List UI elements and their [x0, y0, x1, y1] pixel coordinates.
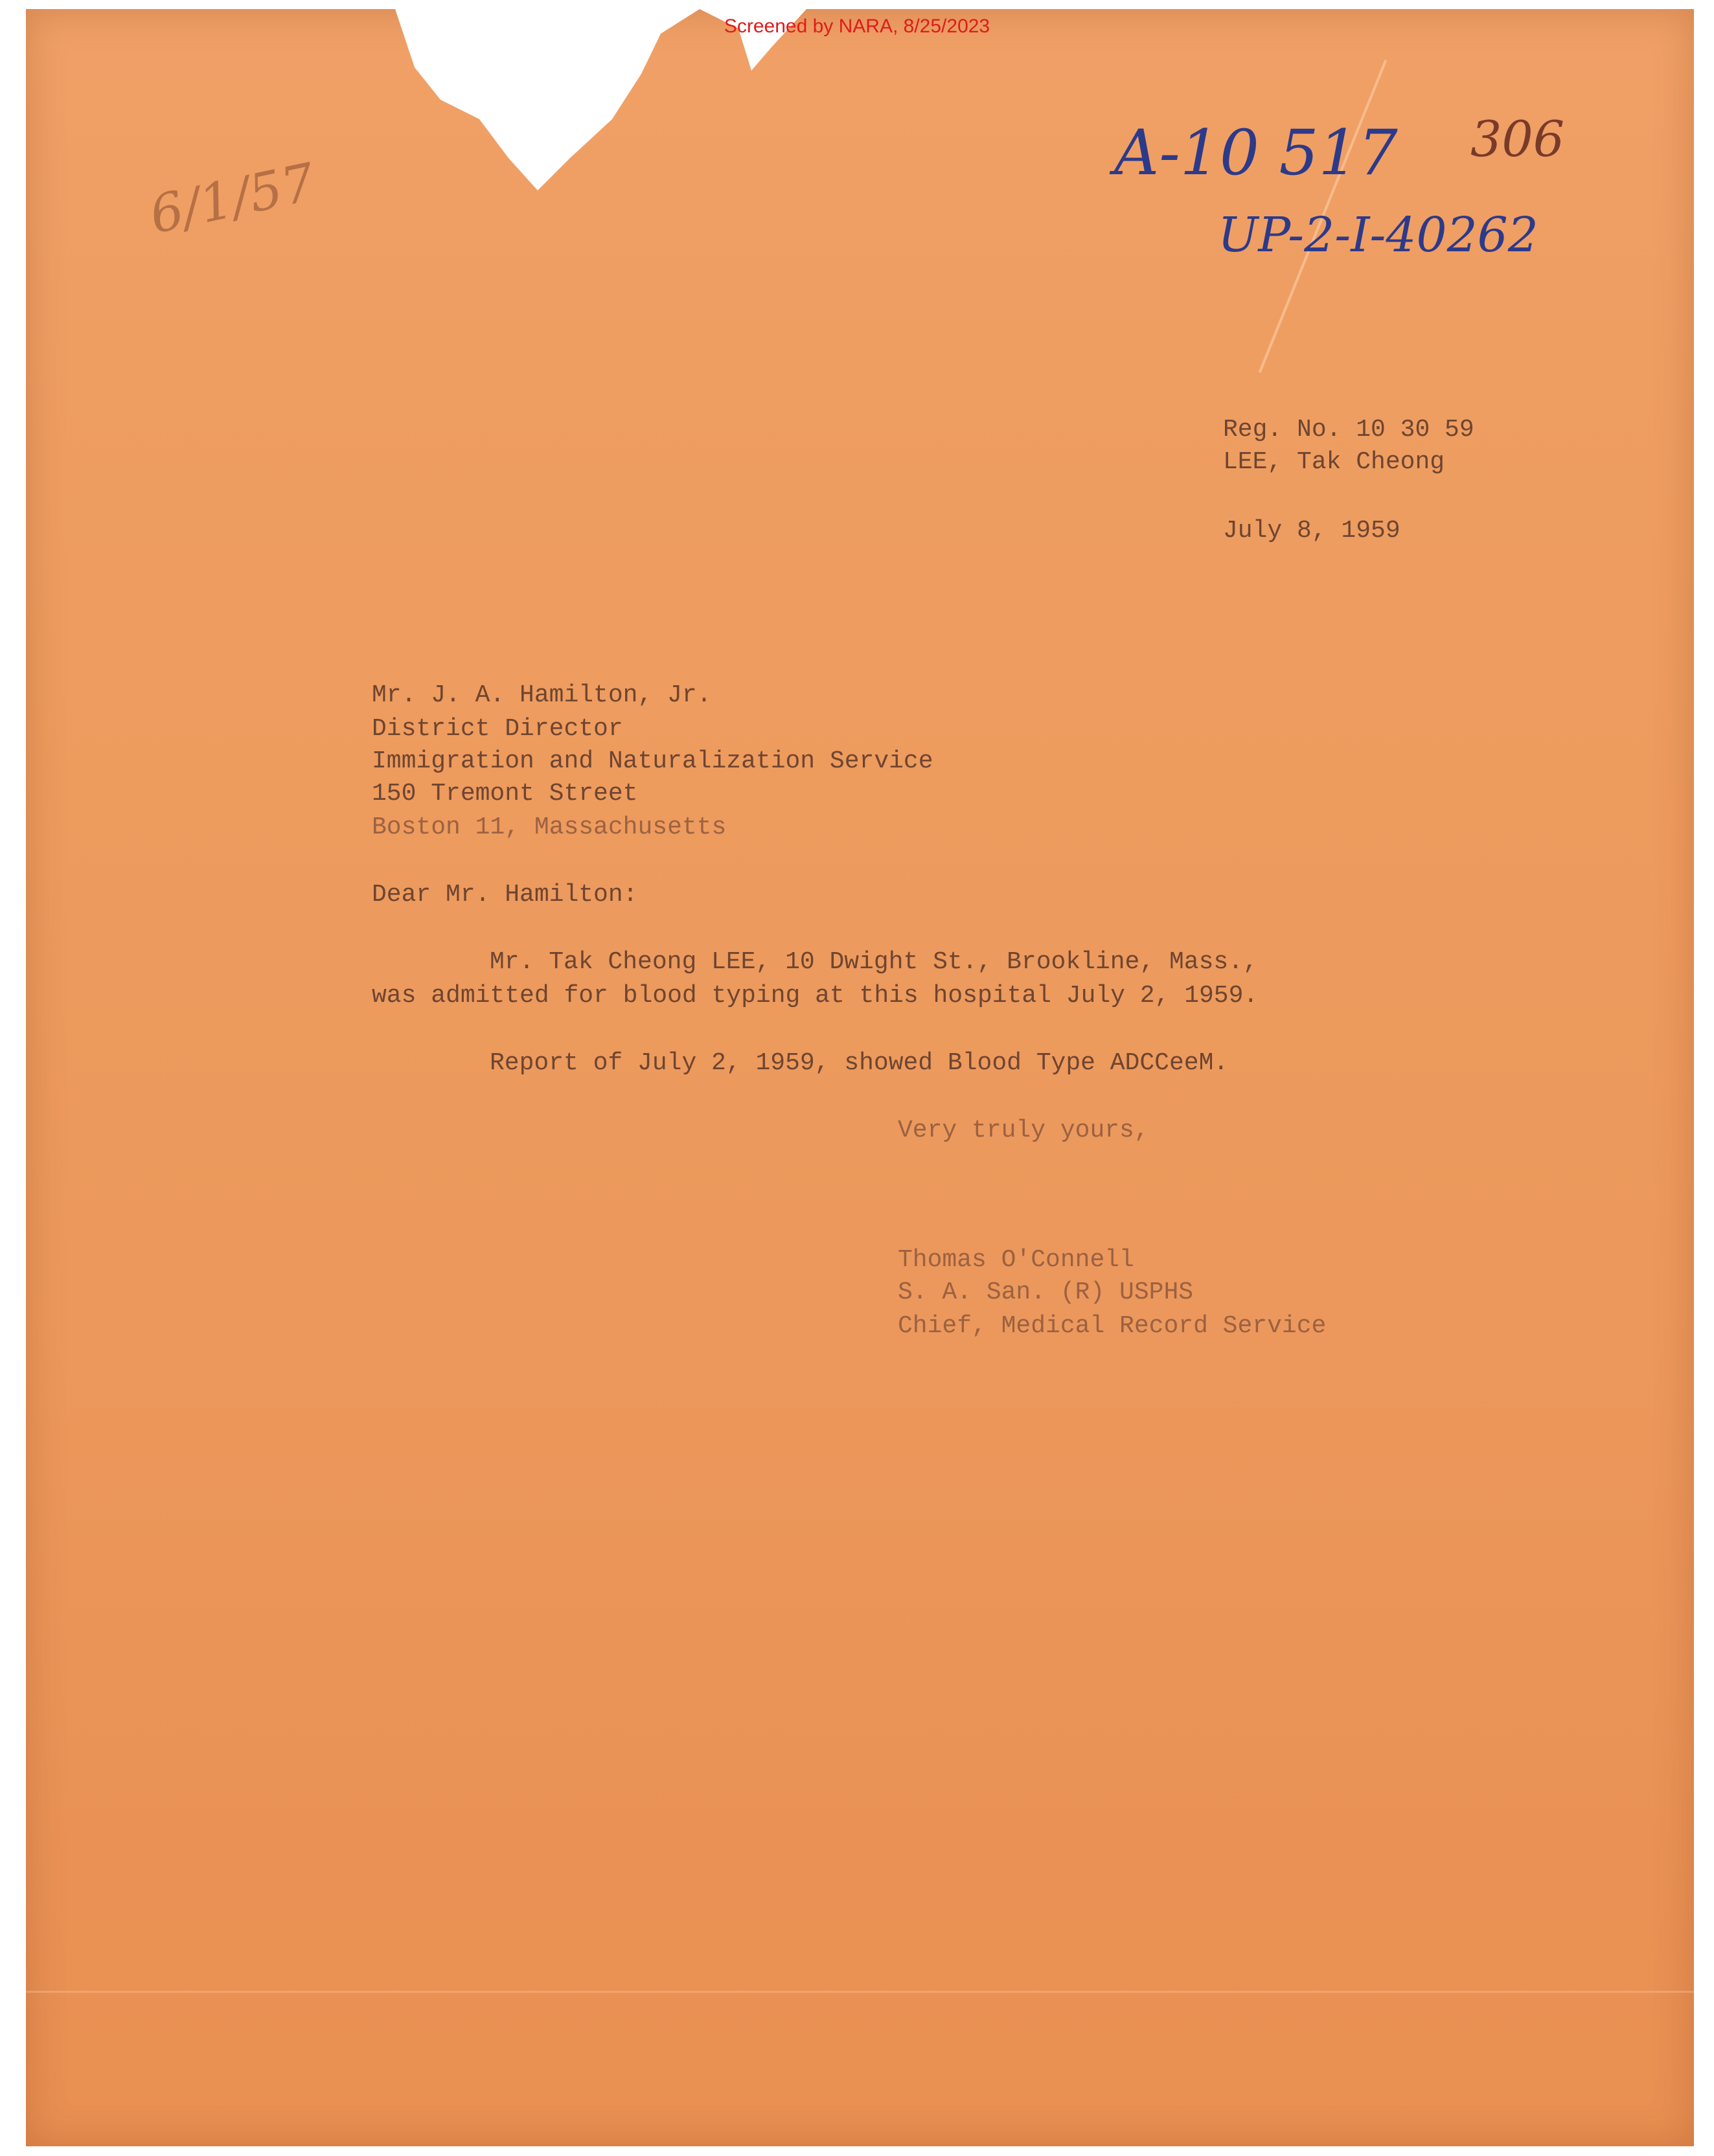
paper-crease [26, 1991, 1694, 1993]
signature-line: Chief, Medical Record Service [898, 1312, 1327, 1340]
closing: Very truly yours, [898, 1117, 1149, 1144]
recipient-line: District Director [372, 715, 623, 743]
signature-line: S. A. San. (R) USPHS [898, 1278, 1194, 1306]
recipient-line: Immigration and Naturalization Service [372, 747, 933, 775]
subject-name: LEE, Tak Cheong [1223, 448, 1445, 476]
recipient-line: 150 Tremont Street [372, 780, 638, 808]
letter-date: July 8, 1959 [1223, 517, 1400, 545]
body-paragraph-1-line-2: was admitted for blood typing at this hospital July 2, 1959. [372, 982, 1259, 1010]
registration-number: Reg. No. 10 30 59 [1223, 416, 1474, 444]
signature-line: Thomas O'Connell [898, 1246, 1134, 1274]
handwritten-file-number: A-10 517 [1114, 117, 1398, 189]
faint-handwritten-notation: 6/1/57 [144, 152, 321, 245]
screening-stamp: Screened by NARA, 8/25/2023 [724, 16, 990, 37]
salutation: Dear Mr. Hamilton: [372, 881, 638, 909]
recipient-line: Boston 11, Massachusetts [372, 813, 727, 841]
handwritten-code: 306 [1470, 110, 1565, 168]
body-paragraph-1-line-1: Mr. Tak Cheong LEE, 10 Dwight St., Brookline, Mass., [490, 948, 1258, 976]
body-paragraph-2: Report of July 2, 1959, showed Blood Type ADCCeeM. [490, 1049, 1229, 1077]
handwritten-second-number: UP-2-I-40262 [1218, 207, 1538, 263]
recipient-line: Mr. J. A. Hamilton, Jr. [372, 681, 712, 709]
